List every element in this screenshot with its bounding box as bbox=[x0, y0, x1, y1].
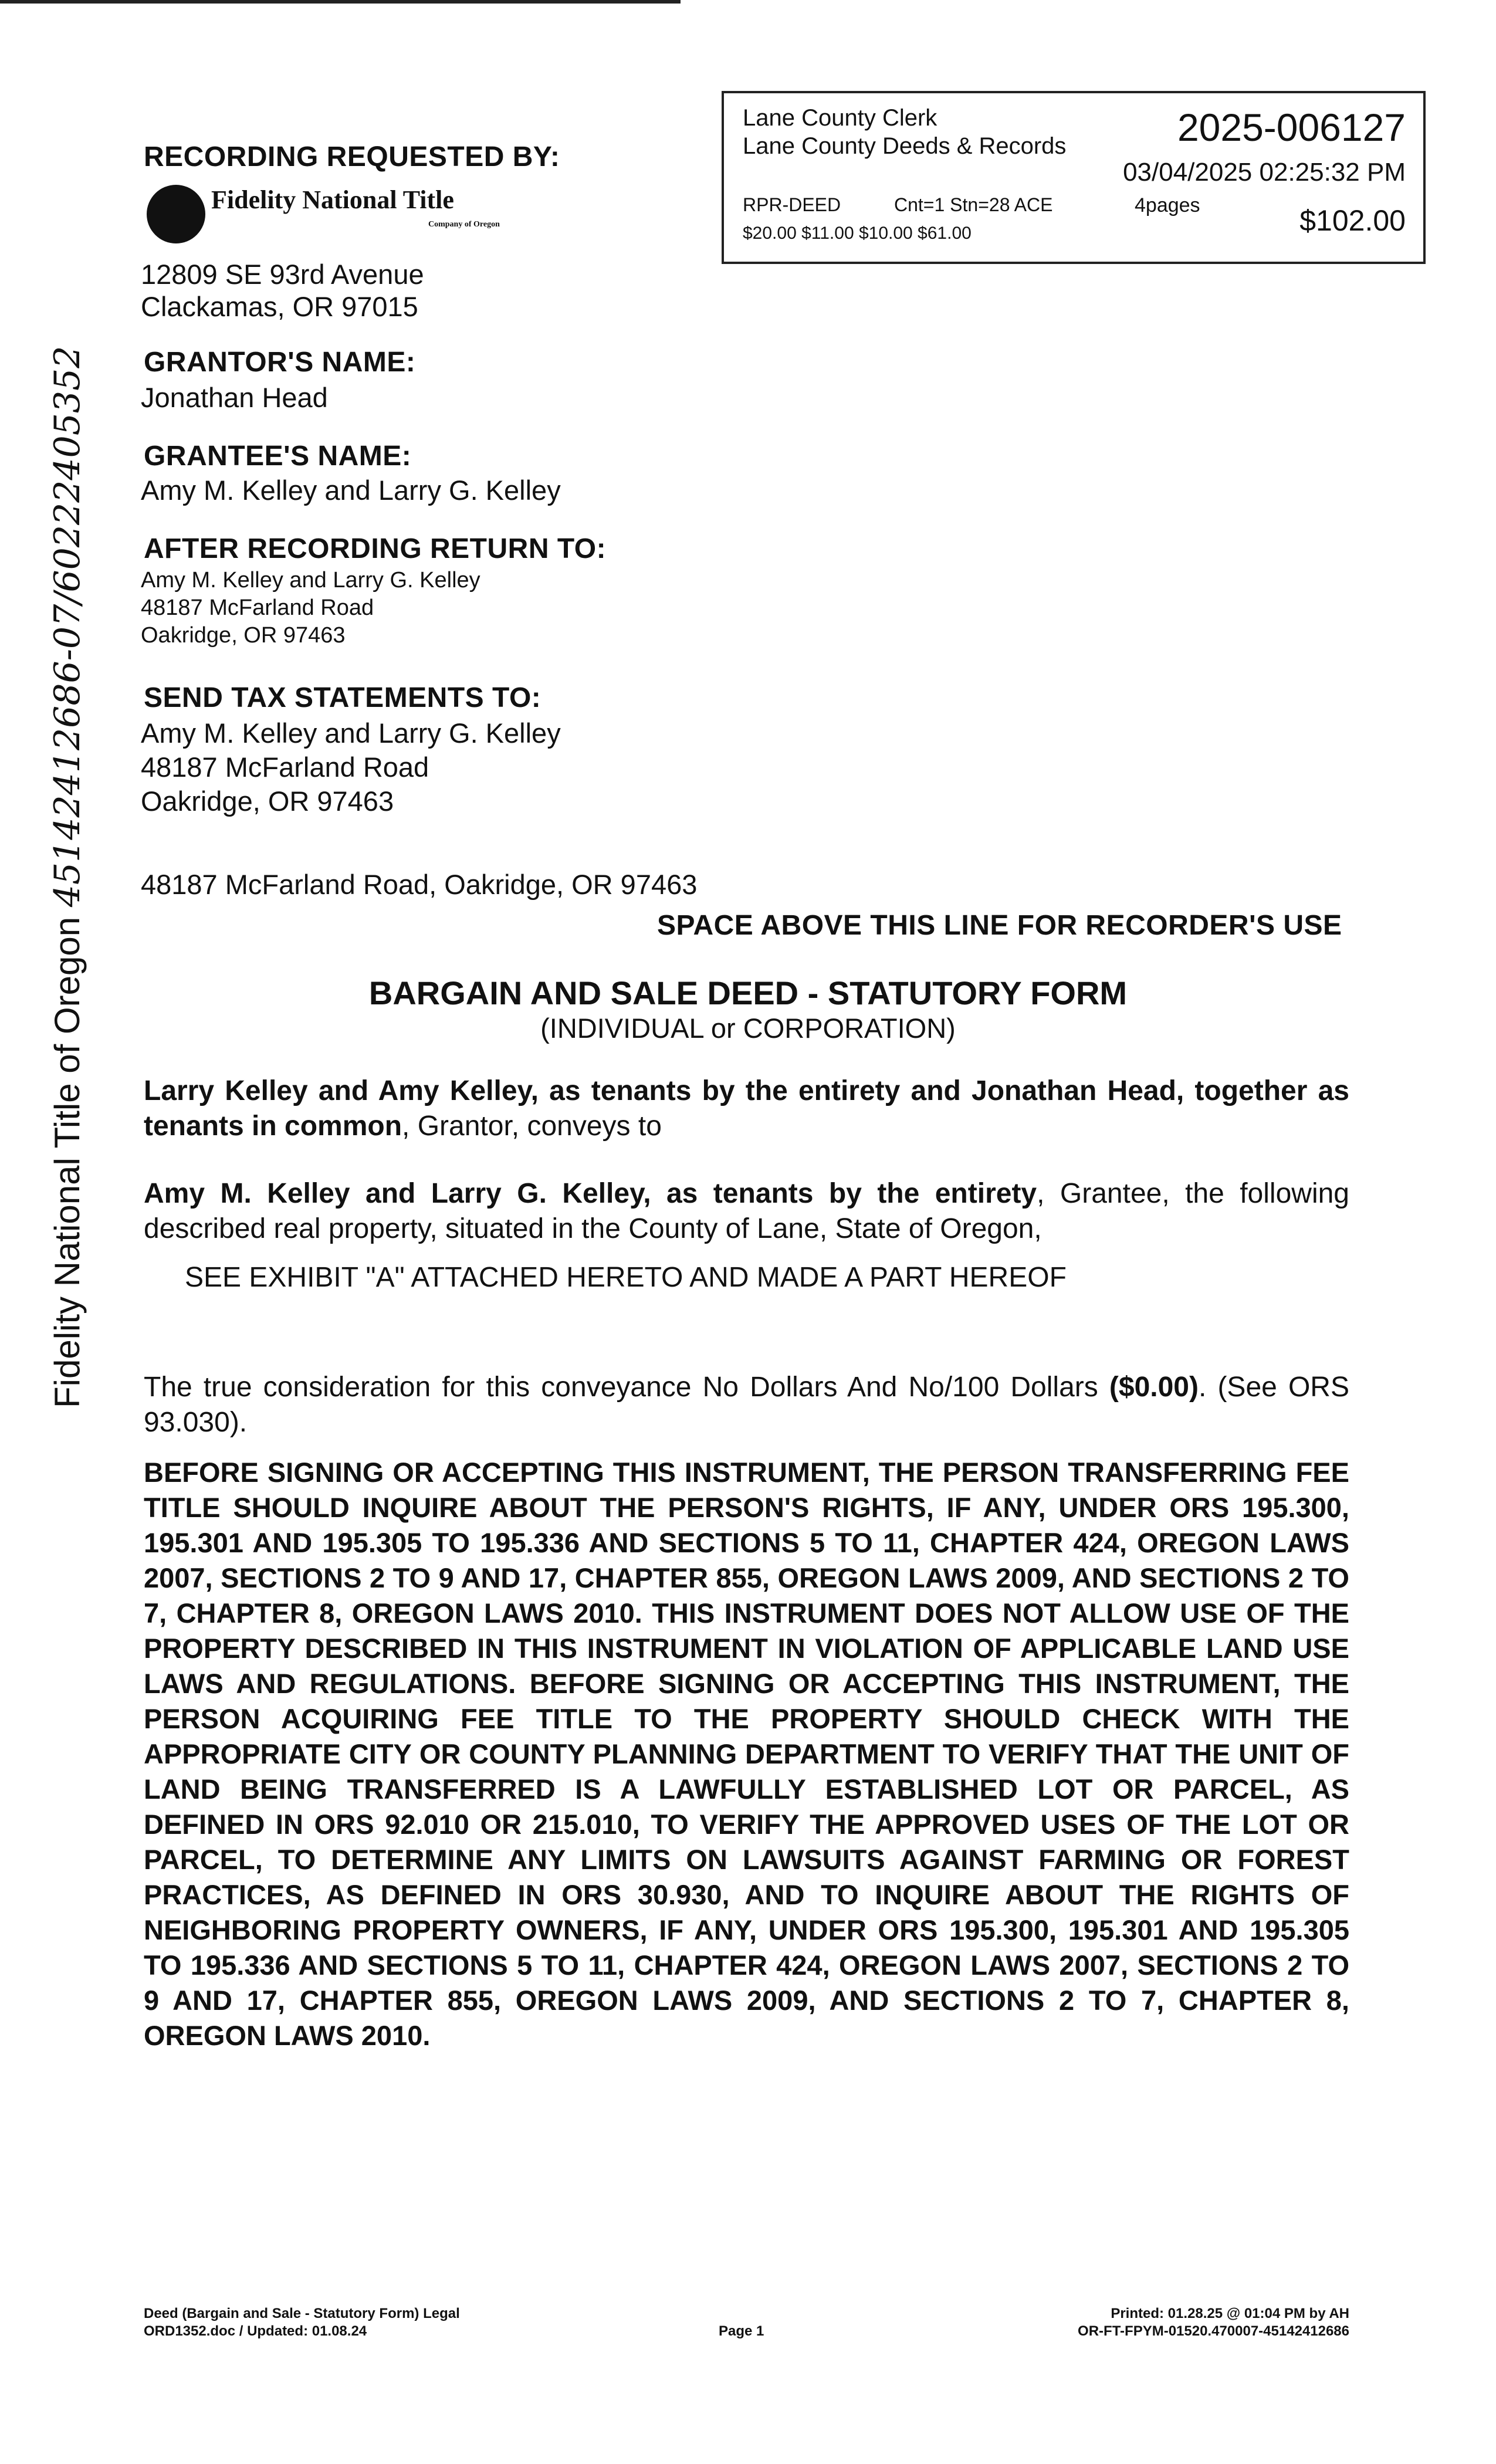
return-to-line2: 48187 McFarland Road bbox=[141, 595, 374, 620]
fidelity-seal-icon bbox=[147, 185, 205, 243]
return-to-heading: AFTER RECORDING RETURN TO: bbox=[144, 533, 607, 564]
recorder-office-line2: Lane County Deeds & Records bbox=[743, 133, 1067, 159]
recorder-pages: 4pages bbox=[1135, 194, 1200, 216]
statutory-warning: BEFORE SIGNING OR ACCEPTING THIS INSTRUMENT, THE PERSON TRANSFERRING FEE TITLE SHOULD INQUIRE ABOUT THE PERSON'S RIGHTS, IF ANY, UNDER ORS 195.300, 195.301 AND 195.305 TO 195.336 AND SECTIONS 5 TO 11, CHAPTER 424, OREGON LAWS 2007, SECTIONS 2 TO 9 AND 17, CHAPTER 855, OREGON LAWS 2009, AND SECTIONS 2 TO 7, CHAPTER 8, OREGON LAWS 2010. THIS INSTRUMENT DOES NOT ALLOW USE OF THE PROPERTY DESCRIBED IN THIS INSTRUMENT IN VIOLATION OF APPLICABLE LAND USE LAWS AND REGULATIONS. BEFORE SIGNING OR ACCEPTING THIS INSTRUMENT, THE PERSON ACQUIRING FEE TITLE TO THE PROPERTY SHOULD CHECK WITH THE APPROPRIATE CITY OR COUNTY PLANNING DEPARTMENT TO VERIFY THAT THE UNIT OF LAND BEING TRANSFERRED IS A LAWFULLY ESTABLISHED LOT OR PARCEL, AS DEFINED IN ORS 92.010 OR 215.010, TO VERIFY THE APPROVED USES OF THE LOT OR PARCEL, TO DETERMINE ANY LIMITS ON LAWSUITS AGAINST FARMING OR FOREST PRACTICES, AS DEFINED IN ORS 30.930, AND TO INQUIRE ABOUT THE RIGHTS OF NEIGHBORING PROPERTY OWNERS, IF ANY, UNDER ORS 195.300, 195.301 AND 195.305 TO 195.336 AND SECTIONS 5 TO 11, CHAPTER 424, OREGON LAWS 2007, SECTIONS 2 TO 9 AND 17, CHAPTER 855, OREGON LAWS 2009, AND SECTIONS 2 TO 7, CHAPTER 8, OREGON LAWS 2010. bbox=[144, 1457, 1349, 2051]
property-address: 48187 McFarland Road, Oakridge, OR 97463 bbox=[141, 869, 698, 900]
footer-form-file: ORD1352.doc / Updated: 01.08.24 bbox=[144, 2323, 367, 2339]
fidelity-logo bbox=[147, 185, 733, 249]
footer-order-ref: OR-FT-FPYM-01520.470007-45142412686 bbox=[1078, 2323, 1349, 2339]
footer-page-number: Page 1 bbox=[719, 2323, 764, 2339]
tax-to-line3: Oakridge, OR 97463 bbox=[141, 786, 394, 817]
recorder-fees: $20.00 $11.00 $10.00 $61.00 bbox=[743, 224, 972, 243]
grantee-heading: GRANTEE'S NAME: bbox=[144, 441, 412, 472]
recorder-space-line: SPACE ABOVE THIS LINE FOR RECORDER'S USE bbox=[657, 910, 1342, 941]
grantor-clause-parties: Larry Kelley and Amy Kelley, as tenants by the entirety and Jonathan Head, together as tenants in common bbox=[144, 1075, 1349, 1142]
recorder-total: $102.00 bbox=[1299, 204, 1406, 237]
recorder-datetime: 03/04/2025 02:25:32 PM bbox=[1123, 158, 1406, 187]
requested-by-heading: RECORDING REQUESTED BY: bbox=[144, 141, 560, 172]
logo-name: Fidelity National Title bbox=[211, 185, 454, 214]
grantee-name: Amy M. Kelley and Larry G. Kelley bbox=[141, 475, 561, 506]
tax-to-line1: Amy M. Kelley and Larry G. Kelley bbox=[141, 717, 561, 749]
grantor-clause bbox=[144, 1074, 1349, 1144]
requested-by-address1: 12809 SE 93rd Avenue bbox=[141, 259, 424, 290]
consideration-ref: . (See ORS 93.030). bbox=[144, 1372, 1349, 1438]
recorder-doc-number: 2025-006127 bbox=[1177, 106, 1406, 149]
grantee-clause-parties: Amy M. Kelley and Larry G. Kelley, as tenants by the entirety bbox=[144, 1178, 1037, 1209]
deed-subtitle: (INDIVIDUAL or CORPORATION) bbox=[540, 1013, 956, 1044]
recorder-counts: Cnt=1 Stn=28 ACE bbox=[894, 194, 1053, 215]
deed-title: BARGAIN AND SALE DEED - STATUTORY FORM bbox=[368, 974, 1128, 1011]
grantee-clause bbox=[144, 1176, 1349, 1247]
logo-subtext: Company of Oregon bbox=[428, 220, 500, 229]
side-stamp-handwritten: 45142412686-07/60222405352 bbox=[47, 346, 88, 908]
side-file-stamp bbox=[47, 346, 88, 1408]
grantor-clause-rest: , Grantor, conveys to bbox=[402, 1111, 662, 1142]
scan-top-rule bbox=[0, 0, 681, 4]
return-to-line1: Amy M. Kelley and Larry G. Kelley bbox=[141, 568, 480, 593]
tax-to-line2: 48187 McFarland Road bbox=[141, 752, 429, 783]
recorder-doc-type: RPR-DEED bbox=[743, 194, 841, 215]
recorder-office-line1: Lane County Clerk bbox=[743, 105, 937, 131]
grantor-name: Jonathan Head bbox=[141, 382, 328, 413]
consideration-statement bbox=[144, 1370, 1349, 1440]
footer-form-name: Deed (Bargain and Sale - Statutory Form) Legal bbox=[144, 2306, 460, 2321]
grantee-clause-rest: , Grantee, the following described real property, situated in the County of Lane, State of Oregon, bbox=[144, 1178, 1349, 1244]
footer-printed: Printed: 01.28.25 @ 01:04 PM by AH bbox=[1111, 2306, 1349, 2321]
side-stamp-printed: Fidelity National Title of Oregon bbox=[48, 907, 87, 1408]
requested-by-address2: Clackamas, OR 97015 bbox=[141, 291, 418, 322]
consideration-text: The true consideration for this conveyance No Dollars And No/100 Dollars bbox=[144, 1372, 1109, 1403]
return-to-line3: Oakridge, OR 97463 bbox=[141, 623, 346, 648]
consideration-amount: ($0.00) bbox=[1109, 1372, 1199, 1403]
grantor-heading: GRANTOR'S NAME: bbox=[144, 347, 416, 378]
recorder-stamp-box bbox=[722, 91, 1426, 264]
exhibit-reference: SEE EXHIBIT "A" ATTACHED HERETO AND MADE A PART HEREOF bbox=[185, 1262, 1067, 1293]
tax-to-heading: SEND TAX STATEMENTS TO: bbox=[144, 682, 541, 713]
